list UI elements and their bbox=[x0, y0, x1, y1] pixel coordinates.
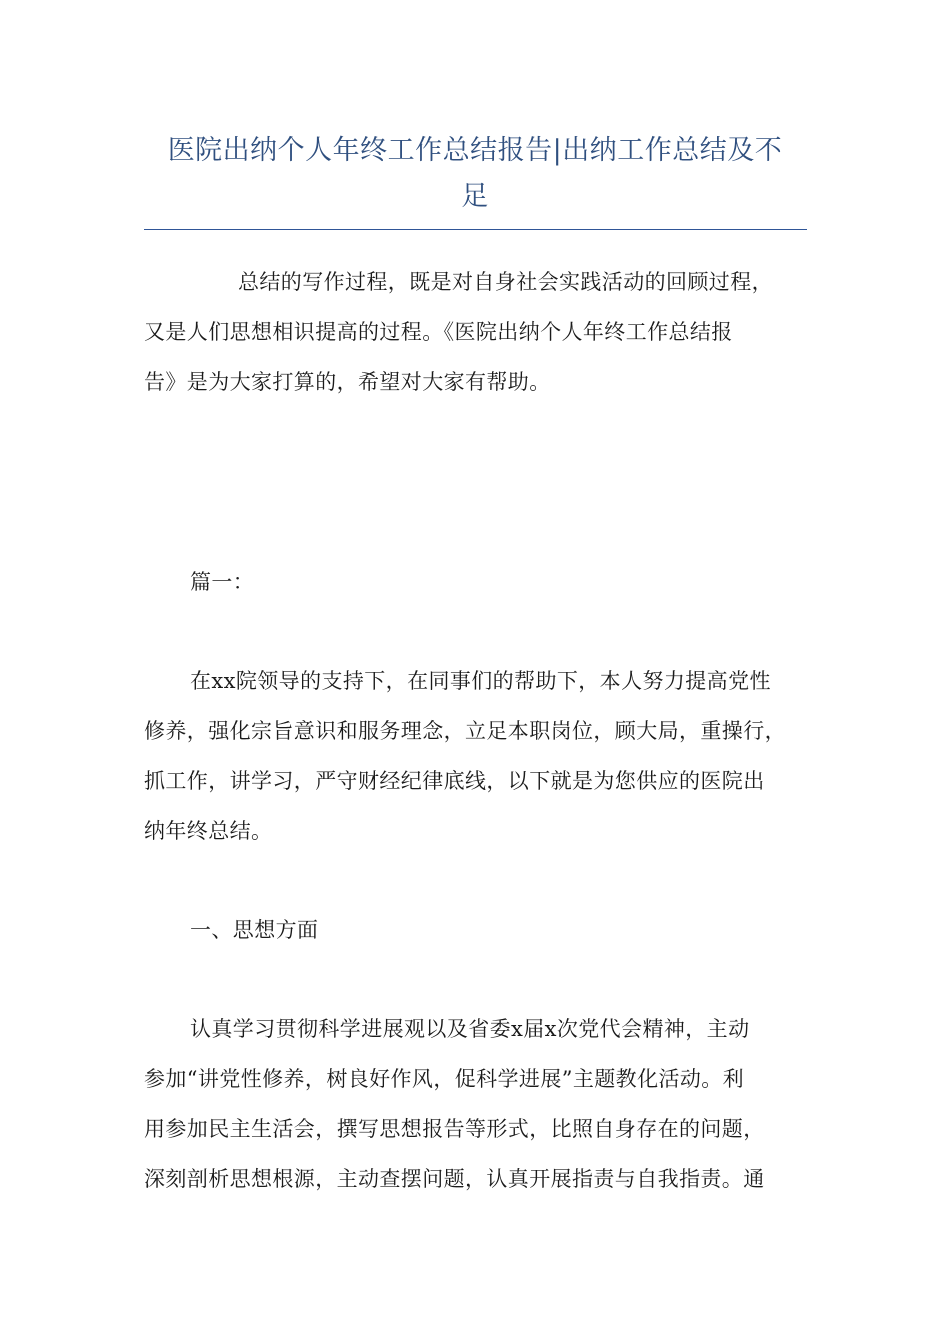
section-heading: 一、思想方面 bbox=[190, 918, 319, 942]
body-paragraph-1 bbox=[144, 656, 809, 856]
section-label: 篇一： bbox=[190, 570, 255, 594]
body-line: 用参加民主生活会，撰写思想报告等形式，比照自身存在的问题， bbox=[144, 1117, 765, 1141]
body-line: 抓工作，讲学习，严守财经纪律底线，以下就是为您供应的医院出 bbox=[144, 769, 765, 793]
title-line-1: 医院出纳个人年终工作总结报告|出纳工作总结及不 bbox=[167, 135, 783, 166]
body-line: 在xx院领导的支持下，在同事们的帮助下，本人努力提高党性 bbox=[190, 669, 771, 693]
intro-line: 又是人们思想相识提高的过程。《医院出纳个人年终工作总结报 bbox=[144, 320, 733, 344]
document-title bbox=[140, 128, 810, 220]
body-paragraph-2 bbox=[144, 1004, 809, 1204]
title-underline bbox=[144, 229, 807, 230]
body-line: 参加“讲党性修养，树良好作风，促科学进展”主题教化活动。利 bbox=[144, 1067, 745, 1091]
body-line: 认真学习贯彻科学进展观以及省委x届x次党代会精神，主动 bbox=[190, 1017, 750, 1041]
intro-line: 总结的写作过程，既是对自身社会实践活动的回顾过程， bbox=[238, 270, 773, 294]
intro-line: 告》是为大家打算的，希望对大家有帮助。 bbox=[144, 370, 551, 394]
intro-paragraph bbox=[144, 257, 809, 407]
body-line: 纳年终总结。 bbox=[144, 819, 273, 843]
title-line-2: 足 bbox=[461, 181, 489, 212]
body-line: 深刻剖析思想根源，主动查摆问题，认真开展指责与自我指责。通 bbox=[144, 1167, 765, 1191]
body-line: 修养，强化宗旨意识和服务理念，立足本职岗位，顾大局，重操行， bbox=[144, 719, 786, 743]
